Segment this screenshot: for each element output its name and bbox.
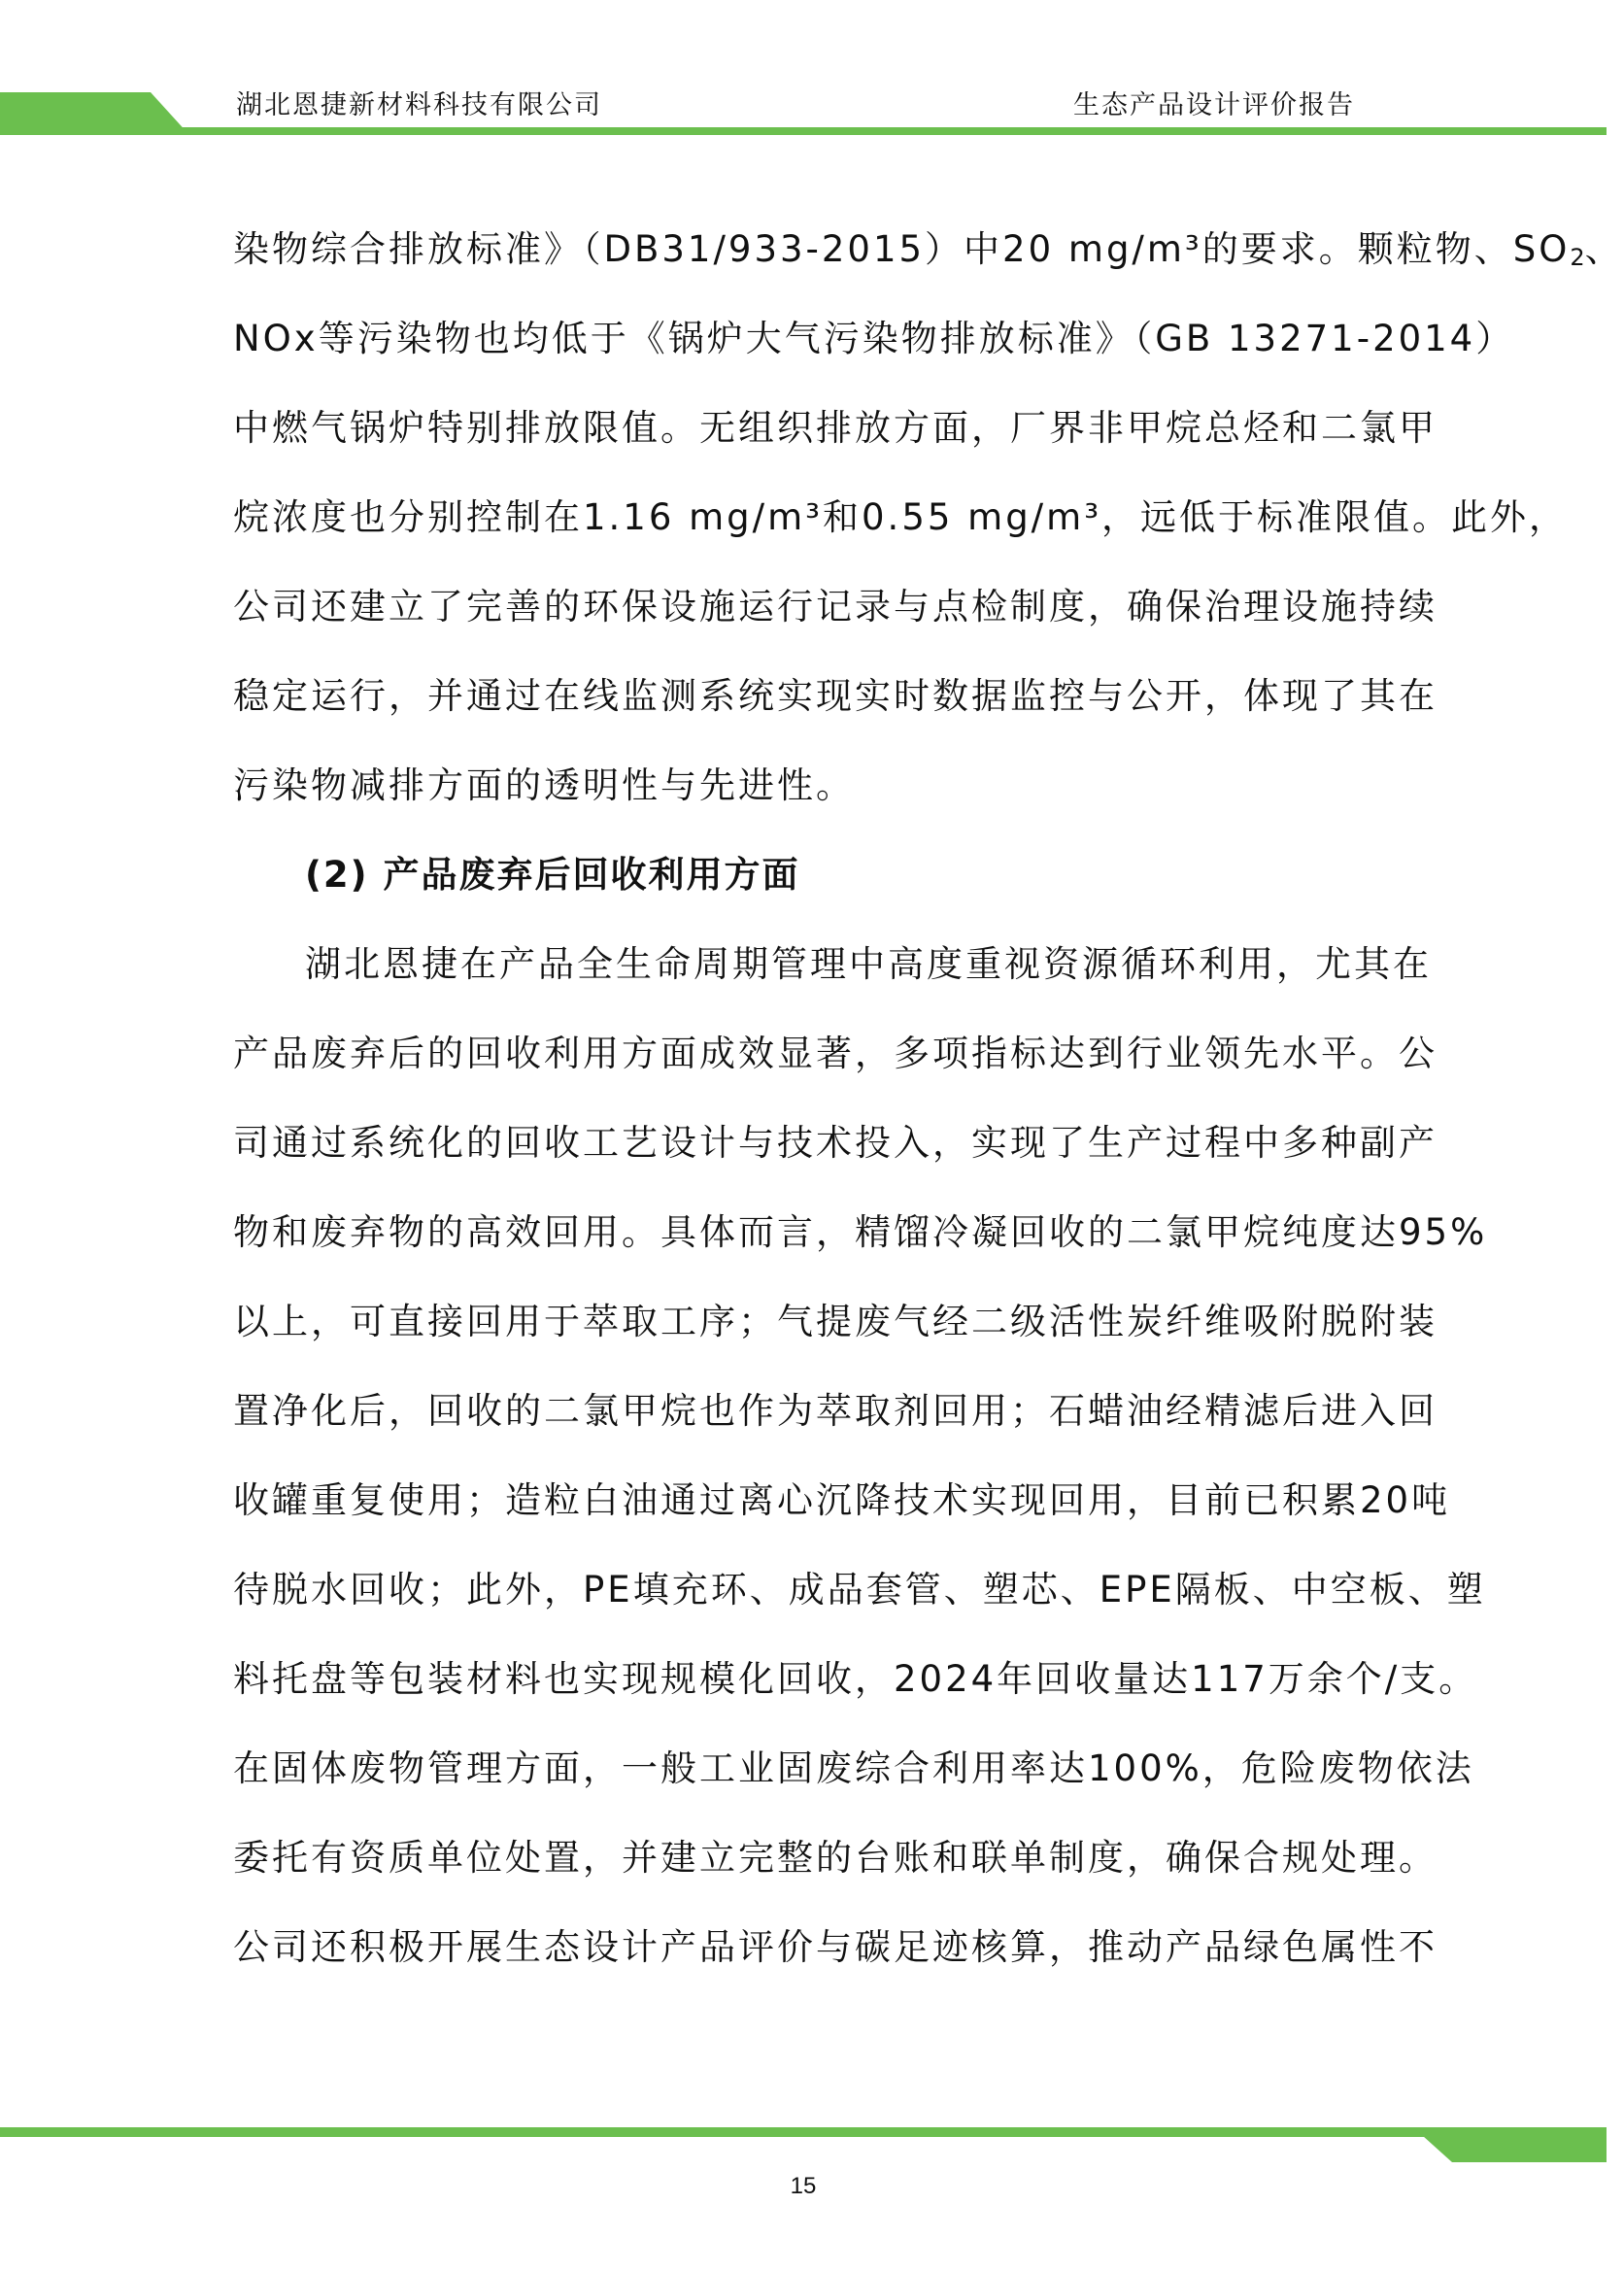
header-report-title: 生态产品设计评价报告	[1073, 90, 1355, 120]
text-line: 产品废弃后的回收利用方面成效显著，多项指标达到行业领先水平。公	[233, 1033, 1438, 1074]
text-line: 公司还建立了完善的环保设施运行记录与点检制度，确保治理设施持续	[233, 586, 1438, 627]
text-line: 烷浓度也分别控制在1.16 mg/m³和0.55 mg/m³，远低于标准限值。此外，	[233, 496, 1569, 538]
section-heading: (2) 产品废弃后回收利用方面	[305, 854, 800, 896]
page-number: 15	[790, 2173, 817, 2199]
text-line: 置净化后，回收的二氯甲烷也作为萃取剂回用；石蜡油经精滤后进入回	[233, 1390, 1438, 1432]
text-line: 收罐重复使用；造粒白油通过离心沉降技术实现回用，目前已积累20吨	[233, 1479, 1451, 1521]
text-line: 稳定运行，并通过在线监测系统实现实时数据监控与公开，体现了其在	[233, 675, 1438, 717]
footer-green-band	[0, 2127, 1607, 2176]
text-line: 委托有资质单位处置，并建立完整的台账和联单制度，确保合规处理。	[233, 1837, 1438, 1879]
text-line: 司通过系统化的回收工艺设计与技术投入，实现了生产过程中多种副产	[233, 1122, 1438, 1164]
text-line: 湖北恩捷在产品全生命周期管理中高度重视资源循环利用，尤其在	[305, 943, 1432, 985]
paragraph-recycling	[233, 933, 1488, 2006]
paragraph-emissions	[233, 219, 1624, 844]
text-line: 以上，可直接回用于萃取工序；气提废气经二级活性炭纤维吸附脱附装	[233, 1301, 1438, 1342]
text-segment: 染物综合排放标准》（DB31/933-2015）中20 mg/m³的要求。颗粒物、SO	[233, 228, 1571, 270]
subscript: 2	[1570, 244, 1585, 271]
text-line: NOx等污染物也均低于《锅炉大气污染物排放标准》（GB 13271-2014）	[233, 318, 1515, 359]
text-line: 污染物减排方面的透明性与先进性。	[233, 764, 855, 806]
text-line: 中燃气锅炉特别排放限值。无组织排放方面，厂界非甲烷总烃和二氯甲	[233, 407, 1438, 449]
document-body	[233, 219, 1624, 2006]
text-line: 在固体废物管理方面，一般工业固废综合利用率达100%，危险废物依法	[233, 1747, 1474, 1789]
header-company-name: 湖北恩捷新材料科技有限公司	[236, 90, 602, 120]
text-line: 公司还积极开展生态设计产品评价与碳足迹核算，推动产品绿色属性不	[233, 1926, 1438, 1968]
text-line	[233, 219, 1624, 308]
text-line: 物和废弃物的高效回用。具体而言，精馏冷凝回收的二氯甲烷纯度达95%	[233, 1211, 1488, 1253]
text-line: 料托盘等包装材料也实现规模化回收，2024年回收量达117万余个/支。	[233, 1658, 1478, 1700]
text-line: 待脱水回收；此外，PE填充环、成品套管、塑芯、EPE隔板、中空板、塑	[233, 1569, 1486, 1611]
text-segment: 、	[1584, 228, 1624, 270]
